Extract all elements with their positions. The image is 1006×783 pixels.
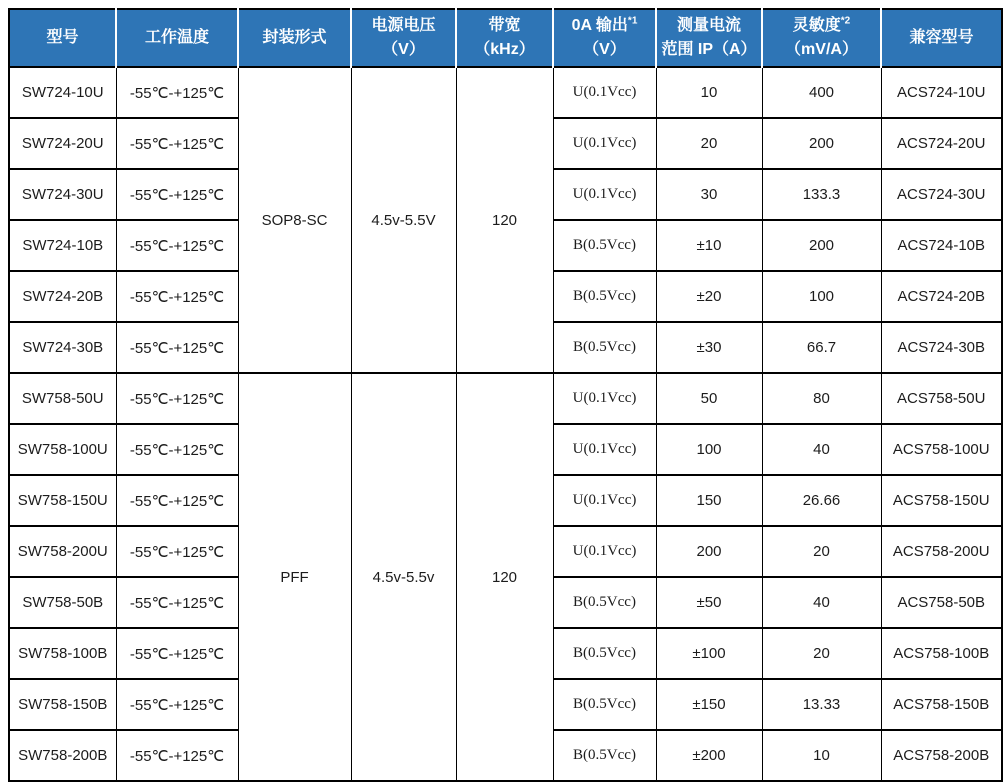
model-cell: SW758-100U [9, 424, 116, 475]
table-row [9, 67, 1002, 118]
sensitivity-cell: 200 [762, 118, 881, 169]
voltage-cell: 4.5v-5.5v [351, 373, 456, 781]
temp-cell: -55℃-+125℃ [116, 730, 238, 781]
header-supply-voltage: 电源电压 （V） [351, 9, 456, 67]
sensitivity-cell: 20 [762, 526, 881, 577]
package-cell: SOP8-SC [238, 67, 351, 373]
sensitivity-cell: 20 [762, 628, 881, 679]
temp-cell: -55℃-+125℃ [116, 169, 238, 220]
temp-cell: -55℃-+125℃ [116, 679, 238, 730]
current-range-cell: 30 [656, 169, 762, 220]
compatible-model-cell: ACS758-100U [881, 424, 1002, 475]
sensitivity-cell: 80 [762, 373, 881, 424]
temp-cell: -55℃-+125℃ [116, 67, 238, 118]
temp-cell: -55℃-+125℃ [116, 526, 238, 577]
model-cell: SW724-10U [9, 67, 116, 118]
model-cell: SW724-20B [9, 271, 116, 322]
sensitivity-cell: 200 [762, 220, 881, 271]
compatible-model-cell: ACS724-30B [881, 322, 1002, 373]
header-row [9, 9, 1002, 67]
compatible-model-cell: ACS758-50B [881, 577, 1002, 628]
output-cell: B(0.5Vcc) [553, 628, 656, 679]
model-cell: SW724-30B [9, 322, 116, 373]
output-cell: B(0.5Vcc) [553, 220, 656, 271]
voltage-cell: 4.5v-5.5V [351, 67, 456, 373]
temp-cell: -55℃-+125℃ [116, 373, 238, 424]
current-range-cell: ±50 [656, 577, 762, 628]
output-cell: B(0.5Vcc) [553, 322, 656, 373]
model-cell: SW724-30U [9, 169, 116, 220]
temp-cell: -55℃-+125℃ [116, 271, 238, 322]
compatible-model-cell: ACS758-50U [881, 373, 1002, 424]
sensitivity-cell: 100 [762, 271, 881, 322]
table-row [9, 373, 1002, 424]
bandwidth-cell: 120 [456, 373, 553, 781]
model-cell: SW724-10B [9, 220, 116, 271]
current-range-cell: 150 [656, 475, 762, 526]
temp-cell: -55℃-+125℃ [116, 628, 238, 679]
header-zero-amp-output: 0A 输出$^{*1}$ （V） [553, 9, 656, 67]
compatible-model-cell: ACS758-100B [881, 628, 1002, 679]
output-cell: B(0.5Vcc) [553, 577, 656, 628]
header-sensitivity: 灵敏度$^{*2}$ （mV/A） [762, 9, 881, 67]
temp-cell: -55℃-+125℃ [116, 424, 238, 475]
compatible-model-cell: ACS758-150B [881, 679, 1002, 730]
output-cell: B(0.5Vcc) [553, 730, 656, 781]
header-package-type: 封装形式 [238, 9, 351, 67]
sensitivity-cell: 40 [762, 577, 881, 628]
header-compatible-model: 兼容型号 [881, 9, 1002, 67]
output-cell: U(0.1Vcc) [553, 475, 656, 526]
header-current-range: 测量电流 范围 IP（A） [656, 9, 762, 67]
sensitivity-cell: 13.33 [762, 679, 881, 730]
temp-cell: -55℃-+125℃ [116, 475, 238, 526]
sensitivity-cell: 66.7 [762, 322, 881, 373]
model-cell: SW758-50U [9, 373, 116, 424]
temp-cell: -55℃-+125℃ [116, 220, 238, 271]
current-range-cell: ±10 [656, 220, 762, 271]
output-cell: U(0.1Vcc) [553, 373, 656, 424]
header-model: 型号 [9, 9, 116, 67]
footnote-marker-1: *1 [627, 15, 638, 27]
sensitivity-cell: 400 [762, 67, 881, 118]
current-range-cell: 200 [656, 526, 762, 577]
compatible-model-cell: ACS724-30U [881, 169, 1002, 220]
footnote-marker-2: *2 [840, 15, 851, 27]
compatible-model-cell: ACS724-10U [881, 67, 1002, 118]
model-cell: SW758-150B [9, 679, 116, 730]
compatible-model-cell: ACS758-150U [881, 475, 1002, 526]
model-cell: SW758-100B [9, 628, 116, 679]
output-cell: U(0.1Vcc) [553, 67, 656, 118]
output-cell: B(0.5Vcc) [553, 271, 656, 322]
current-range-cell: 10 [656, 67, 762, 118]
current-range-cell: ±200 [656, 730, 762, 781]
package-cell: PFF [238, 373, 351, 781]
compatible-model-cell: ACS758-200B [881, 730, 1002, 781]
current-range-cell: ±100 [656, 628, 762, 679]
sensitivity-cell: 26.66 [762, 475, 881, 526]
table-header [9, 9, 1002, 67]
current-range-cell: 20 [656, 118, 762, 169]
current-range-cell: 50 [656, 373, 762, 424]
current-range-cell: ±20 [656, 271, 762, 322]
header-operating-temperature: 工作温度 [116, 9, 238, 67]
output-cell: U(0.1Vcc) [553, 118, 656, 169]
header-bandwidth: 带宽 （kHz） [456, 9, 553, 67]
model-cell: SW758-200U [9, 526, 116, 577]
compatible-model-cell: ACS724-20B [881, 271, 1002, 322]
current-range-cell: 100 [656, 424, 762, 475]
current-range-cell: ±150 [656, 679, 762, 730]
bandwidth-cell: 120 [456, 67, 553, 373]
output-cell: U(0.1Vcc) [553, 526, 656, 577]
compatible-model-cell: ACS724-10B [881, 220, 1002, 271]
sensitivity-cell: 133.3 [762, 169, 881, 220]
model-cell: SW724-20U [9, 118, 116, 169]
temp-cell: -55℃-+125℃ [116, 322, 238, 373]
temp-cell: -55℃-+125℃ [116, 577, 238, 628]
model-cell: SW758-50B [9, 577, 116, 628]
output-cell: U(0.1Vcc) [553, 169, 656, 220]
output-cell: U(0.1Vcc) [553, 424, 656, 475]
output-cell: B(0.5Vcc) [553, 679, 656, 730]
table-body [9, 67, 1002, 781]
sensitivity-cell: 40 [762, 424, 881, 475]
temp-cell: -55℃-+125℃ [116, 118, 238, 169]
compatible-model-cell: ACS758-200U [881, 526, 1002, 577]
sensor-spec-table [8, 8, 1003, 782]
model-cell: SW758-200B [9, 730, 116, 781]
current-range-cell: ±30 [656, 322, 762, 373]
model-cell: SW758-150U [9, 475, 116, 526]
sensitivity-cell: 10 [762, 730, 881, 781]
compatible-model-cell: ACS724-20U [881, 118, 1002, 169]
